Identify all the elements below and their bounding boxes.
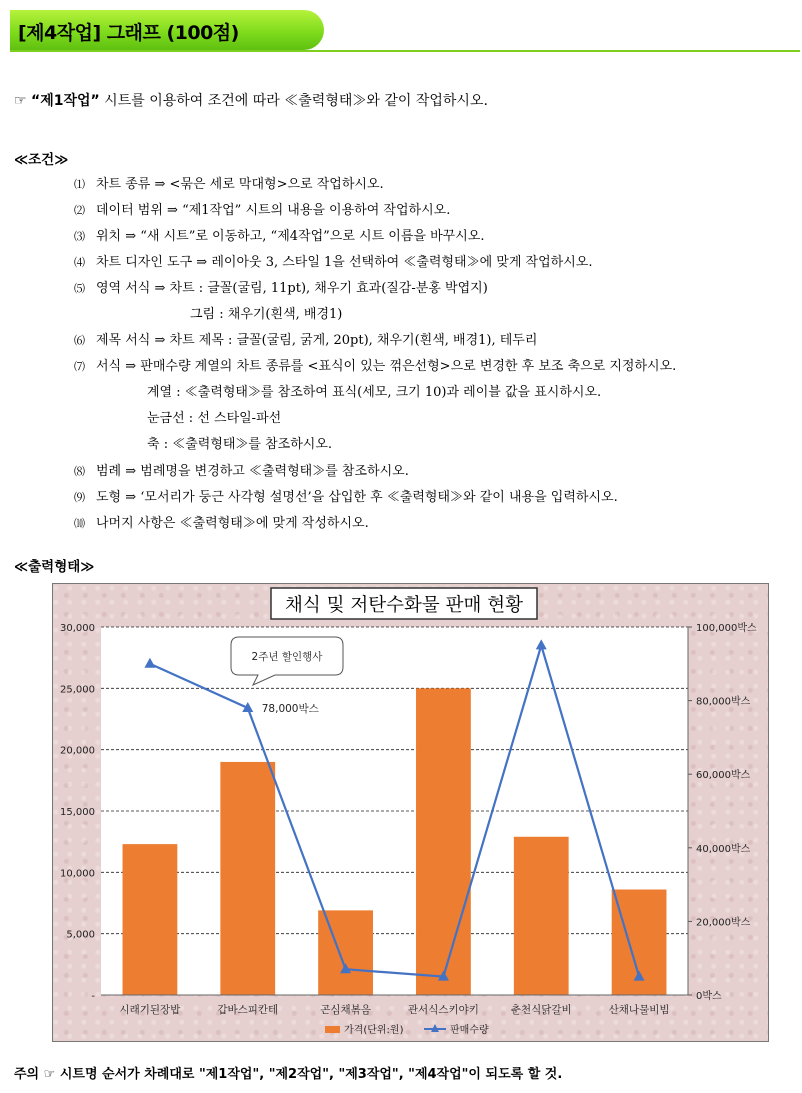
- section-title-bar: [10, 10, 324, 50]
- condition-2: [74, 199, 450, 218]
- bar-3: [416, 688, 471, 995]
- x-tick-label: 춘천식닭갈비: [510, 1004, 572, 1016]
- condition-1: [74, 173, 384, 192]
- condition-number: ⑽: [74, 517, 85, 530]
- bar-0: [123, 844, 178, 995]
- condition-9: [74, 486, 618, 505]
- condition-text: 위치 ⇒ “새 시트”로 이동하고, “제4작업”으로 시트 이름을 바꾸시오.: [96, 229, 485, 244]
- x-tick-label: 시래기된장밥: [119, 1004, 181, 1016]
- callout-text: 2주년 할인행사: [251, 651, 323, 663]
- condition-4: [74, 251, 592, 270]
- condition-number: ⑵: [74, 204, 85, 217]
- y-tick-label: 30,000: [60, 623, 95, 634]
- condition-7-axis: 축 : ≪출력형태≫를 참조하시오.: [147, 437, 333, 452]
- condition-5: [74, 277, 488, 296]
- y2-tick-label: 0박스: [696, 991, 722, 1002]
- y2-tick-label: 60,000박스: [696, 770, 751, 782]
- condition-5-plot-area: 그림 : 채우기(흰색, 배경1): [190, 307, 343, 322]
- y-tick-label: -: [91, 991, 95, 1002]
- legend-line-label: 판매수량: [450, 1025, 489, 1036]
- condition-number: ⑻: [74, 465, 85, 478]
- condition-number: ⑸: [74, 282, 85, 295]
- condition-text: 차트 디자인 도구 ⇒ 레이아웃 3, 스타일 1을 선택하여 ≪출력형태≫에 맞게 작업하시오.: [96, 255, 593, 270]
- x-tick-label: 갑바스피칸테: [217, 1004, 279, 1016]
- condition-7-series: 계열 : ≪출력형태≫를 참조하여 표식(세모, 크기 10)과 레이블 값을 표시하시오.: [147, 385, 602, 400]
- y-tick-label: 20,000: [60, 745, 95, 757]
- bar-2: [318, 910, 373, 995]
- legend-bar-label: 가격(단위:원): [344, 1025, 404, 1036]
- bar-4: [514, 837, 569, 995]
- condition-text: 차트 종류 ⇒ <묶은 세로 막대형>으로 작업하시오.: [96, 177, 384, 192]
- condition-text: 범례 ⇒ 범례명을 변경하고 ≪출력형태≫를 참조하시오.: [96, 464, 409, 479]
- condition-text: 영역 서식 ⇒ 차트 : 글꼴(굴림, 11pt), 채우기 효과(질감-분홍 박엽지): [96, 281, 488, 296]
- combo-chart: [53, 584, 768, 1041]
- condition-10: [74, 512, 369, 531]
- condition-number: ⑺: [74, 360, 85, 373]
- condition-7: [74, 355, 676, 374]
- y-tick-label: 5,000: [66, 929, 95, 941]
- condition-number: ⑹: [74, 334, 85, 347]
- footer-note: 주의 ☞ 시트명 순서가 차례대로 "제1작업", "제2작업", "제3작업", "제4작업"이 되도록 할 것.: [14, 1067, 563, 1082]
- legend-bar-swatch: [325, 1026, 340, 1033]
- y-tick-label: 15,000: [60, 807, 95, 818]
- intro-instruction: [14, 90, 488, 110]
- section-title: [제4작업] 그래프 (100점): [18, 22, 239, 44]
- chart-container: [52, 583, 769, 1042]
- condition-text: 나머지 사항은 ≪출력형태≫에 맞게 작성하시오.: [96, 516, 369, 531]
- hand-icon: ☞: [14, 93, 27, 109]
- condition-number: ⑶: [74, 230, 85, 243]
- intro-sheet-name: “제1작업”: [31, 93, 100, 109]
- x-tick-label: 산채나물비빔: [608, 1004, 670, 1016]
- condition-6: [74, 329, 537, 348]
- condition-text: 제목 서식 ⇒ 차트 제목 : 글꼴(굴림, 굵게, 20pt), 채우기(흰색, 배경1), 테두리: [96, 333, 538, 348]
- bar-1: [220, 762, 275, 995]
- data-label: 78,000박스: [261, 702, 319, 715]
- chart-title: 채식 및 저탄수화물 판매 현황: [285, 595, 523, 616]
- condition-8: [74, 460, 409, 479]
- condition-text: 서식 ⇒ 판매수량 계열의 차트 종류를 <표식이 있는 꺾은선형>으로 변경한 후 보조 축으로 지정하시오.: [96, 359, 677, 374]
- conditions-heading: ≪조건≫: [14, 152, 69, 168]
- y2-tick-label: 100,000박스: [696, 623, 757, 634]
- condition-text: 도형 ⇒ ‘모서리가 둥근 사각형 설명선’을 삽입한 후 ≪출력형태≫와 같이 내용을 입력하시오.: [96, 490, 618, 505]
- intro-text: 시트를 이용하여 조건에 따라 ≪출력형태≫와 같이 작업하시오.: [99, 93, 488, 109]
- condition-3: [74, 225, 484, 244]
- condition-text: 데이터 범위 ⇒ “제1작업” 시트의 내용을 이용하여 작업하시오.: [96, 203, 451, 218]
- condition-number: ⑷: [74, 256, 85, 269]
- y2-tick-label: 20,000박스: [696, 917, 751, 929]
- x-tick-label: 관서식스키야키: [407, 1004, 479, 1016]
- y2-tick-label: 40,000박스: [696, 843, 751, 855]
- y-tick-label: 10,000: [60, 868, 95, 880]
- condition-7-grid: 눈금선 : 선 스타일-파선: [147, 411, 282, 426]
- condition-number: ⑼: [74, 491, 85, 504]
- output-heading: ≪출력형태≫: [14, 559, 95, 575]
- y2-tick-label: 80,000박스: [696, 696, 751, 708]
- condition-number: ⑴: [74, 178, 85, 191]
- y-tick-label: 25,000: [60, 684, 95, 696]
- x-tick-label: 곤심채볶음: [320, 1004, 371, 1016]
